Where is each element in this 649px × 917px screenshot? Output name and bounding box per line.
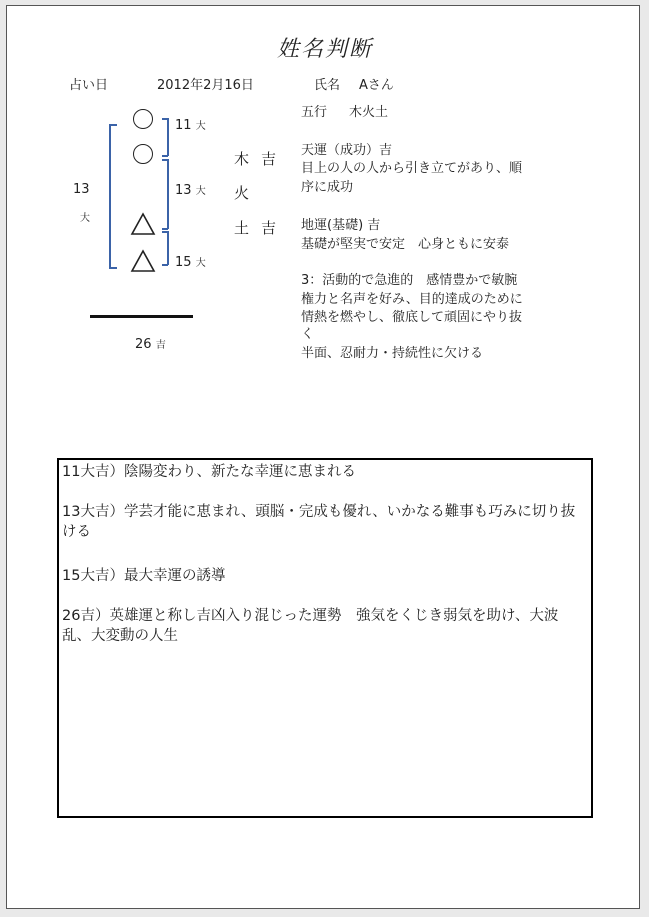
date-value: 2012年2月16日 xyxy=(157,78,254,93)
total-number: 26 吉 xyxy=(135,337,166,352)
left-bracket-top xyxy=(109,124,117,126)
kakusu-13: 13 大 xyxy=(175,183,206,198)
chiun-text: 基礎が堅実で安定 心身ともに安泰 xyxy=(301,237,510,252)
right-bracket-2 xyxy=(167,159,169,229)
circle-icon xyxy=(133,144,153,164)
chiun-heading: 地運(基礎) 吉 xyxy=(301,218,381,233)
left-number: 13 xyxy=(73,182,90,197)
element-fire: 火 xyxy=(234,184,250,202)
note-line: 半面、忍耐力・持続性に欠ける xyxy=(301,346,484,361)
triangle-icon xyxy=(130,249,156,273)
meaning-13: 13大吉）学芸才能に恵まれ、頭脳・完成も優れ、いかなる難事も巧みに切り抜ける xyxy=(62,504,576,540)
note-line: 権力と名声を好み、目的達成のために xyxy=(301,292,523,307)
left-number-dai: 大 xyxy=(80,213,90,224)
left-bracket-bottom xyxy=(109,267,117,269)
kakusu-15: 15 大 xyxy=(175,255,206,270)
document-page xyxy=(6,5,640,909)
kakusu-11: 11 大 xyxy=(175,118,206,133)
meaning-15: 15大吉）最大幸運の誘導 xyxy=(62,568,226,584)
tenun-text-2: 序に成功 xyxy=(301,180,354,195)
name-value: Aさん xyxy=(359,78,394,93)
element-earth: 土吉 xyxy=(234,219,289,237)
note-line: く xyxy=(301,327,315,342)
date-label: 占い日 xyxy=(69,78,109,93)
triangle-icon xyxy=(130,212,156,236)
note-line: 情熱を燃やし、徹底して頑固にやり抜 xyxy=(301,310,523,325)
tenun-heading: 天運（成功）吉 xyxy=(301,143,393,158)
tenun-text-1: 目上の人の人から引き立てがあり、順 xyxy=(301,161,523,176)
right-bracket-1-bottom xyxy=(162,155,168,157)
page-title: 姓名判断 xyxy=(277,37,374,62)
gogyo-value: 木火土 xyxy=(349,105,389,120)
meaning-26: 26吉）英雄運と称し吉凶入り混じった運勢 強気をくじき弱気を助け、大波乱、大変動の人生 xyxy=(62,608,559,644)
right-bracket-3-bottom xyxy=(162,264,168,266)
right-bracket-1 xyxy=(167,118,169,156)
gogyo-label: 五行 xyxy=(301,105,328,120)
total-line xyxy=(90,315,193,318)
name-label: 氏名 xyxy=(314,78,341,93)
meaning-box xyxy=(57,458,593,818)
note-line: 3：活動的で急進的 感情豊かで敏腕 xyxy=(301,273,518,288)
left-bracket xyxy=(109,124,111,268)
meaning-11: 11大吉）陰陽変わり、新たな幸運に恵まれる xyxy=(62,464,356,480)
element-wood: 木吉 xyxy=(234,150,289,168)
right-bracket-3 xyxy=(167,231,169,265)
circle-icon xyxy=(133,109,153,129)
right-bracket-2-bottom xyxy=(162,228,168,230)
